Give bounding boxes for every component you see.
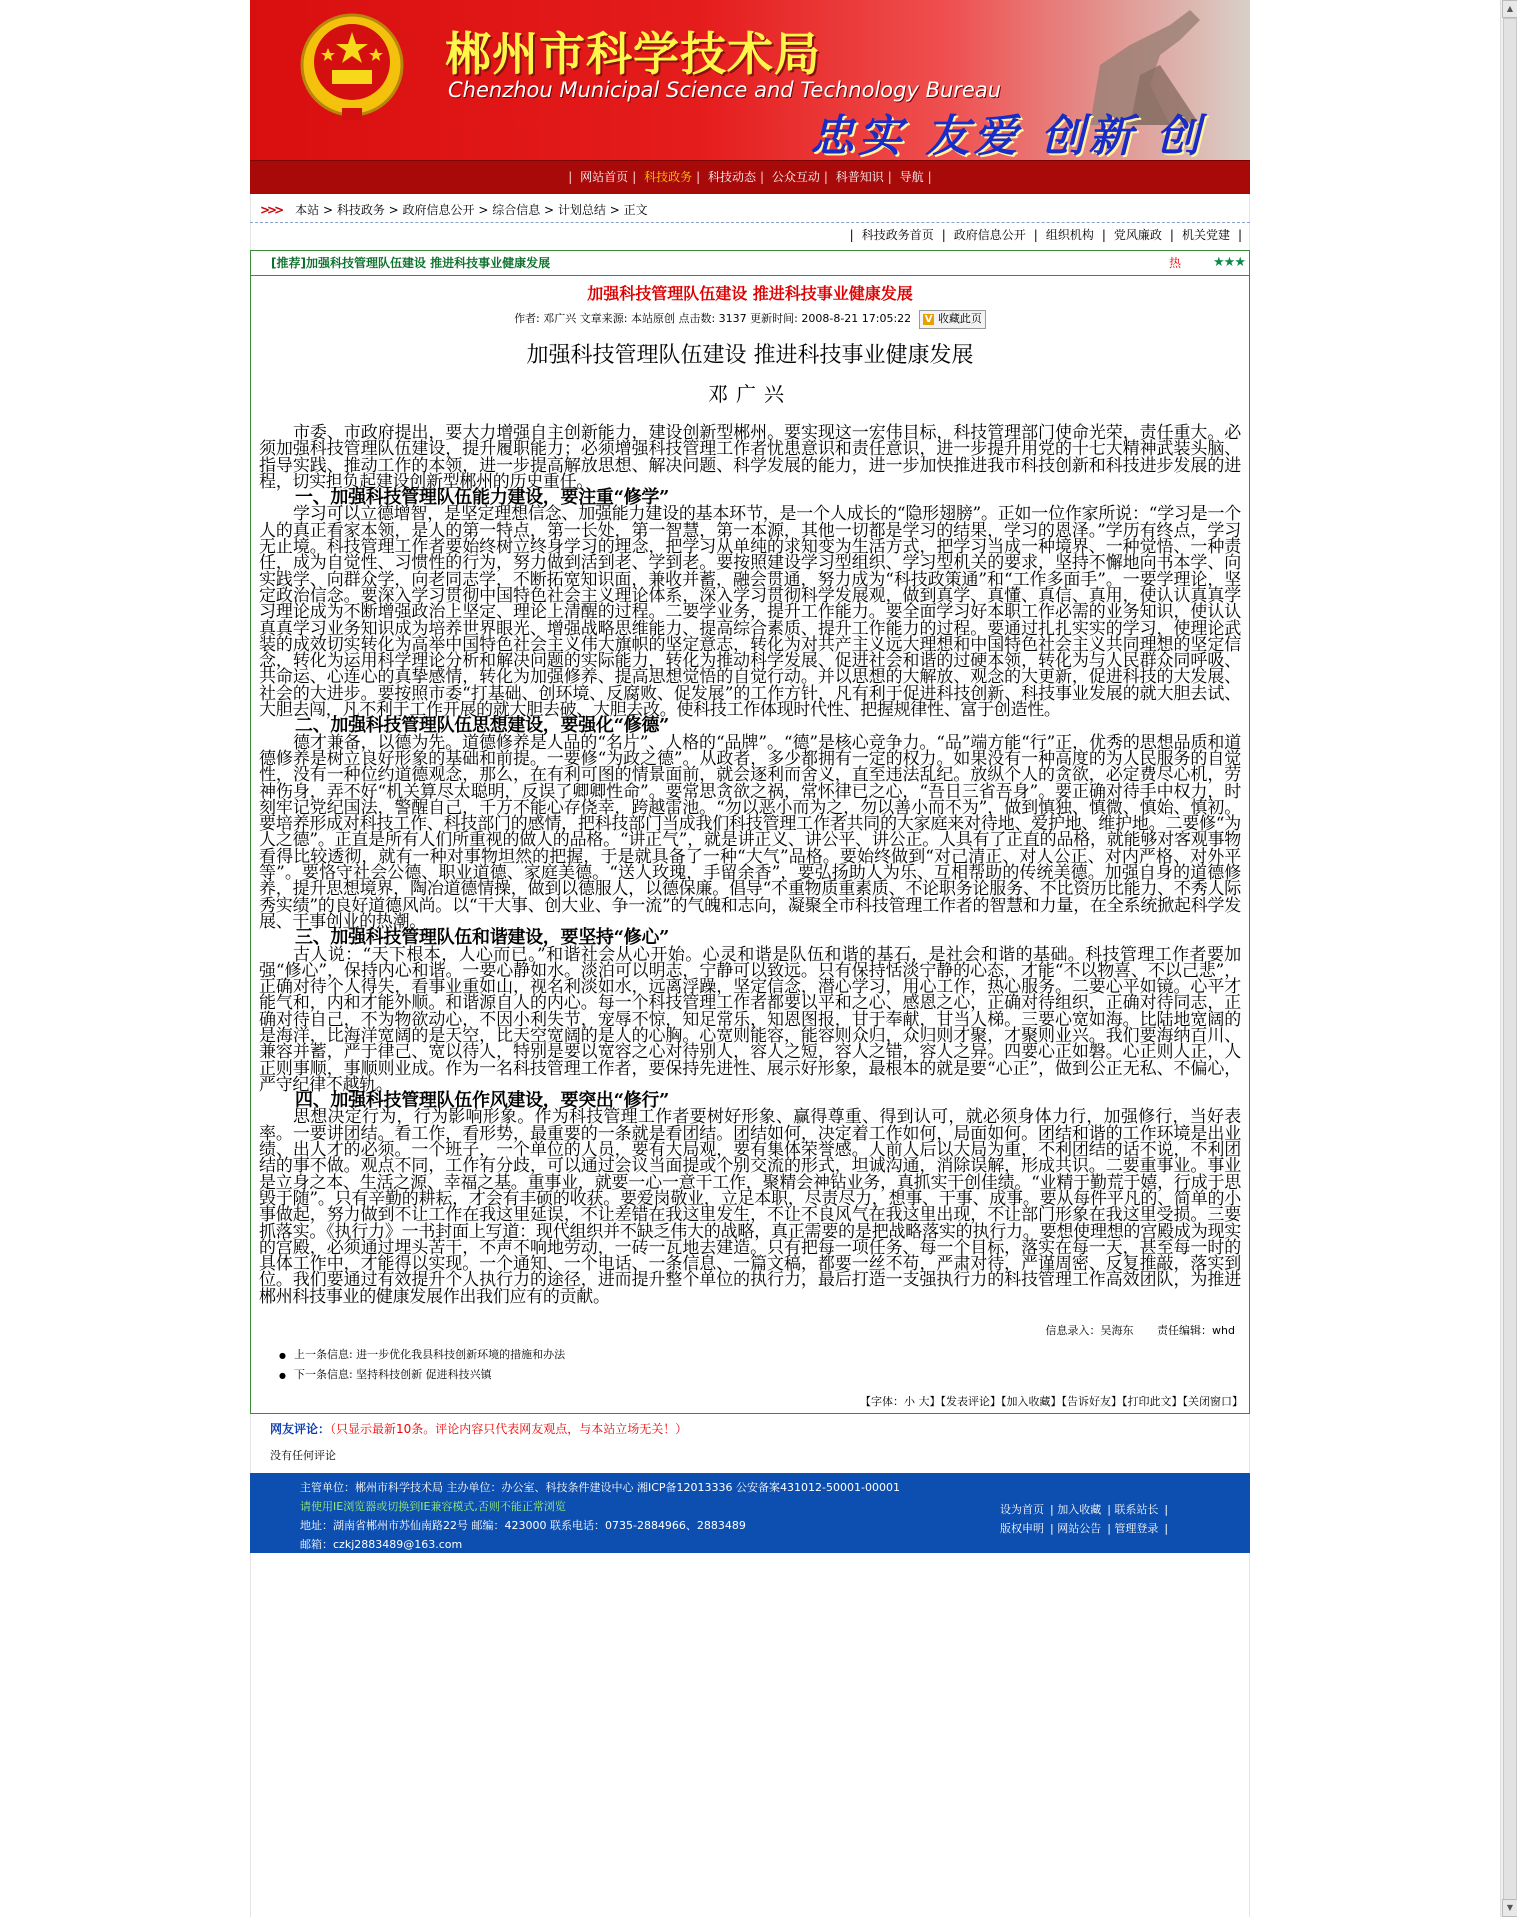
bullet-icon: ● — [279, 1371, 286, 1381]
bookmark-label: 收藏此页 — [937, 312, 982, 325]
subnav-item-gov-home[interactable]: 科技政务首页 — [861, 228, 934, 242]
main-nav: | 网站首页 | 科技政务 | 科技动态 | 公众互动 | 科普知识 | 导航 | — [250, 160, 1250, 194]
nav-item-gov-affairs[interactable]: 科技政务 — [644, 170, 693, 184]
article-body — [251, 409, 1249, 1305]
article-paragraph: 德才兼备，以德为先。道德修养是人品的“名片”、人格的“品牌”。“德”是核心竞争力。“品”端方能“行”正，优秀的思想品质和道德修养是树立良好形象的基础和前提。一要修“为政之德”。从政者，多少都拥有一定的权力。如果没有一种高度的为人民服务的自觉性，没有一种位约道德观念，那么，在有利可图的情景面前，就会逐利而舍义，直至违法乱纪。放纵个人的贪欲，必定费尽心机，劳神伤身，弄不好“机关算尽太聪明，反误了卿卿性命”。要常思贪欲之祸，常怀律已之心，“吾日三省吾身”。要正确对待手中权力，时刻牢记党纪国法，警醒自己，千万不能心存侥幸，跨越雷池。“勿以恶小而为之，勿以善小而不为”，做到慎独、慎微、慎始、慎初。要培养形成对科技工作、科技部门的感情，把科技部门当成我们科技管理工作者共同的大家庭来对待地、爱护地、维护地。二要修“为人之德”。正直是所有人们所重视的做人的品格。“讲正气”，就是讲正义、讲公平、讲公正。人具有了正直的品格，就能够对客观事物看得比较透彻，就有一种对事物坦然的把握，于是就具备了一种“大气”品格。要始终做到“对己清正、对人公正、对内严格、对外平等”。要恪守社会公德、职业道德、家庭美德。“送人玫瑰，手留余香”，要弘扬助人为乐、互相帮助的传统美德。加强自身的道德修养，提升思想境界，陶冶道德情操，做到以德服人，以德保廉。倡导“不重物质重素质、不论职务论服务、不比资历比能力、不秀人际秀实绩”的良好道德风尚。以“干大事、创大业、争一流”的气魄和志向，凝聚全市科技管理工作者的智慧和力量，在全系统掀起科学发展、干事创业的热潮。 — [259, 732, 1241, 932]
prev-article-link[interactable]: 上一条信息: 进一步优化我县科技创新环境的措施和办法 — [293, 1348, 566, 1362]
nav-item-home[interactable]: 网站首页 — [580, 170, 629, 184]
nav-item-news[interactable]: 科技动态 — [707, 170, 756, 184]
site-title-english: Chenzhou Municipal Science and Technology Bureau — [448, 78, 1002, 102]
breadcrumb-path[interactable]: 本站 > 科技政务 > 政府信息公开 > 综合信息 > 计划总结 > 正文 — [295, 203, 648, 217]
bookmark-icon: V — [924, 314, 933, 325]
comments-label: 网友评论： — [270, 1422, 331, 1437]
sub-nav: | 科技政务首页 | 政府信息公开 | 组织机构 | 党风廉政 | 机关党建 | — [849, 228, 1242, 242]
subnav-item-integrity[interactable]: 党风廉政 — [1113, 228, 1162, 242]
nav-item-interaction[interactable]: 公众互动 — [771, 170, 820, 184]
article-paragraph: 古人说：“天下根本，人心而已。”和谐社会从心开始。心灵和谐是队伍和谐的基石，是社会和谐的基础。科技管理工作者要加强“修心”，保持内心和谐。一要心静如水。淡泊可以明志，宁静可以致远。只有保持恬淡宁静的心态，才能“不以物喜、不以己悲”，正确对待个人得失，看事业重如山，视名利淡如水，远离浮躁，坚定信念，潜心学习，用心工作，热心服务。二要心平如镜。心平才能气和，内和才能外顺。和谐源自人的内心。每一个科技管理工作者都要以平和之心、感恩之心，正确对待组织，正确对待同志，正确对待自己，不为物欲动心，不因小利失节，宠辱不惊，知足常乐，知恩图报，甘于奉献，甘当人梯。三要心宽如海。比陆地宽阔的是海洋，比海洋宽阔的是天空，比天空宽阔的是人的心胸。心宽则能容，能容则众归，众归则才聚，才聚则业兴。我们要海纳百川、兼容并蓄，严于律己、宽以待人，特别是要以宽容之心对待别人，容人之短，容人之错，容人之异。四要心正如磐。心正则人正，人正则事顺，事顺则业成。作为一名科技管理工作者，要保持先进性、展示好形象，最根本的就是要“心正”，做到公正无私、不偏心，严守纪律不越轨。 — [259, 944, 1241, 1095]
recommend-link[interactable]: [推荐]加强科技管理队伍建设 推进科技事业健康发展 — [271, 256, 551, 270]
vertical-scrollbar[interactable] — [1500, 0, 1517, 1917]
article-meta-text: 作者: 邓广兴 文章来源: 本站原创 点击数: 3137 更新时间: 2008-8-21 17:05:22 — [514, 312, 912, 325]
rating-stars-icon: ★★★ — [1213, 255, 1245, 270]
contact-admin-link[interactable]: 联系站长 — [1114, 1503, 1159, 1517]
bookmark-button[interactable] — [919, 310, 986, 329]
article-tools[interactable]: 【字体：小 大】【发表评论】【加入收藏】【告诉好友】【打印此文】【关闭窗口】 — [860, 1395, 1243, 1409]
announcement-link[interactable]: 网站公告 — [1057, 1522, 1102, 1536]
article-paragraph: 市委、市政府提出，要大力增强自主创新能力，建设创新型郴州。要实现这一宏伟目标，科技管理部门使命光荣，责任重大。必须加强科技管理队伍建设，提升履职能力；必须增强科技管理工作者忧患意识和责任意识，进一步提升用党的十七大精神武装头脑、指导实践、推动工作的本领，进一步提高解放思想、解决问题、科学发展的能力，进一步加快推进我市科技创新和科技进步发展的进程，切实担负起建设创新型郴州的历史重任。 — [259, 423, 1241, 492]
article-box — [250, 250, 1250, 1414]
article-author: 邓广兴 — [708, 382, 792, 406]
footer-host-info: 主管单位：郴州市科学技术局 主办单位：办公室、科技条件建设中心 湘ICP备12013336 公安备案431012-50001-00001 — [300, 1481, 900, 1495]
subnav-item-party-building[interactable]: 机关党建 — [1181, 228, 1230, 242]
nav-item-navigation[interactable]: 导航 — [899, 170, 924, 184]
article-headline: 加强科技管理队伍建设 推进科技事业健康发展 — [587, 284, 913, 303]
article-section-heading: 四、加强科技管理队伍作风建设，要突出“修行” — [295, 1090, 670, 1112]
add-favorite-link[interactable]: 加入收藏 — [1057, 1503, 1102, 1517]
article-editors — [251, 1321, 1249, 1341]
subnav-item-organization[interactable]: 组织机构 — [1045, 228, 1094, 242]
article-paragraph: 学习可以立德增智，是坚定理想信念、加强能力建设的基本环节，是一个人成长的“隐形翅膀”。正如一位作家所说：“学习是一个人的真正看家本领，是人的第一特点，第一长处，第一智慧，第一本源，其他一切都是学习的结果，学习的恩泽。”学历有终点，学习无止境。科技管理工作者要始终树立终身学习的理念，把学习从单纯的求知变为生活方式，把学习当成一种境界、一种觉悟、一种责任，成为自觉性、习惯性的行为，努力做到活到老、学到老。要按照建设学习型组织、学习型机关的要求，坚持不懈地向书本学、向实践学、向群众学，向老同志学，不断拓宽知识面，兼收并蓄，融会贯通，努力成为“科技政策通”和“工作多面手”。一要学理论，坚定政治信念。要深入学习贯彻中国特色社会主义理论体系，深入学习贯彻科学发展观，做到真学、真懂、真信、真用，使认认真真学习理论成为不断增强政治上坚定、理论上清醒的过程。二要学业务，提升工作能力。要全面学习好本职工作必需的业务知识，使认认真真学习业务知识成为培养世界眼光、增强战略思维能力、提高综合素质、提升工作能力的过程。要通过扎扎实实的学习，使理论武装的成效切实转化为高举中国特色社会主义伟大旗帜的坚定意志，转化为对共产主义远大理想和中国特色社会主义共同理想的坚定信念，转化为运用科学理论分析和解决问题的实际能力，转化为推动科学发展、促进社会和谐的过硬本领，转化为与人民群众同呼吸、共命运、心连心的真挚感情，转化为加强修养、提高思想觉悟的自觉行动。并以思想的大解放、观念的大更新，促进科技的大发展、社会的大进步。要按照市委“打基础、创环境、反腐败、促发展”的工作方针，凡有利于促进科技创新、科技事业发展的就大胆去试、大胆去闯，凡不利于工作开展的就大胆去破、大胆去改。使科技工作体现时代性、把握规律性、富于创造性。 — [259, 504, 1241, 721]
scroll-up-icon[interactable]: ▲ — [1502, 0, 1517, 18]
hot-badge: 热 — [1168, 256, 1181, 270]
article-section-heading: 三、加强科技管理队伍和谐建设，要坚持“修心” — [295, 927, 670, 949]
entry-person: 信息录入：吴海东 — [1045, 1324, 1134, 1338]
comments-note: （只显示最新10条。评论内容只代表网友观点，与本站立场无关！） — [330, 1422, 688, 1437]
article-section-heading: 一、加强科技管理队伍能力建设，要注重“修学” — [295, 487, 670, 509]
no-comments-text: 没有任何评论 — [270, 1449, 336, 1463]
comments-section — [250, 1420, 1250, 1463]
page-container — [250, 0, 1250, 1553]
footer-address: 地址：湖南省郴州市苏仙南路22号 邮编：423000 联系电话：0735-2884966、2883489 — [300, 1519, 746, 1533]
next-article-link[interactable]: 下一条信息: 坚持科技创新 促进科技兴镇 — [293, 1368, 492, 1382]
bullet-icon: ● — [279, 1351, 286, 1361]
subnav-item-info-public[interactable]: 政府信息公开 — [953, 228, 1026, 242]
breadcrumb-arrows-icon: >>> — [260, 203, 282, 217]
article-meta — [251, 309, 1249, 329]
scrollbar-thumb[interactable] — [1503, 18, 1517, 1900]
admin-login-link[interactable]: 管理登录 — [1114, 1522, 1159, 1536]
article-section-heading: 二、加强科技管理队伍思想建设，要强化“修德” — [295, 715, 670, 737]
article-title: 加强科技管理队伍建设 推进科技事业健康发展 — [526, 343, 974, 368]
footer-links-1: 设为首页 | 加入收藏 | 联系站长 | — [1000, 1503, 1169, 1517]
slogan: 忠实 友爱 创新 创 — [810, 111, 1204, 160]
footer — [250, 1473, 1250, 1553]
set-homepage-link[interactable]: 设为首页 — [1000, 1503, 1044, 1517]
nav-item-science-knowledge[interactable]: 科普知识 — [835, 170, 884, 184]
footer-browser-notice: 请使用IE浏览器或切换到IE兼容模式,否则不能正常浏览 — [300, 1500, 566, 1514]
prev-next-links — [251, 1345, 1249, 1385]
scroll-down-icon[interactable]: ▼ — [1502, 1899, 1517, 1917]
header-banner — [250, 0, 1250, 160]
article-paragraph: 思想决定行为，行为影响形象。作为科技管理工作者要树好形象、赢得尊重、得到认可，就必须身体力行，加强修行，当好表率。一要讲团结。看工作，看形势，最重要的一条就是看团结。团结如何，决定着工作如何，局面如何。团结和谐的工作环境是出业绩、出人才的必须。一个班子，一个单位的人员，要有大局观，要有集体荣誉感。人前人后以大局为重，不利团结的话不说，不利团结的事不做。观点不同，工作有分歧，可以通过会议当面提或个别交流的形式，坦诚沟通，消除误解，形成共识。二要重事业。事业是立身之本、生活之源、幸福之基。重事业，就要一心一意干工作，聚精会神钻业务，真抓实干创佳绩。“业精于勤荒于嬉，行成于思毁于随”。只有辛勤的耕耘，才会有丰硕的收获。要爱岗敬业，立足本职，尽责尽力，想事、干事、成事。要从每件平凡的、简单的小事做起，努力做到不让工作在我这里延误，不让差错在我这里发生，不让不良风气在我这里出现，不让部门形象在我这里受损。三要抓落实。《执行力》一书封面上写道：现代组织并不缺乏伟大的战略，真正需要的是把战略落实的执行力。要想使理想的宫殿成为现实的宫殿，必须通过埋头苦干，不声不响地劳动，一砖一瓦地去建造。只有把每一项任务、每一个目标，落实在每一天，甚至每一时的具体工作中，才能得以实现。一个通知、一个电话、一条信息、一篇文稿，都要一丝不苟，严肃对待，严谨周密、反复推敲，落实到位。我们要通过有效提升个人执行力的途径，进而提升整个单位的执行力，最后打造一支强执行力的科技管理工作高效团队，为推进郴州科技事业的健康发展作出我们应有的贡献。 — [259, 1107, 1241, 1307]
national-emblem-icon — [292, 10, 412, 125]
recommend-bar — [251, 251, 1249, 276]
footer-links-2: 版权申明 | 网站公告 | 管理登录 | — [1000, 1522, 1169, 1536]
footer-email: 邮箱：czkj2883489@163.com — [300, 1538, 463, 1552]
site-title: 郴州市科学技术局 — [445, 27, 821, 81]
copyright-link[interactable]: 版权申明 — [1000, 1522, 1044, 1536]
responsible-editor: 责任编辑：whd — [1157, 1324, 1235, 1338]
breadcrumb — [250, 198, 1250, 223]
